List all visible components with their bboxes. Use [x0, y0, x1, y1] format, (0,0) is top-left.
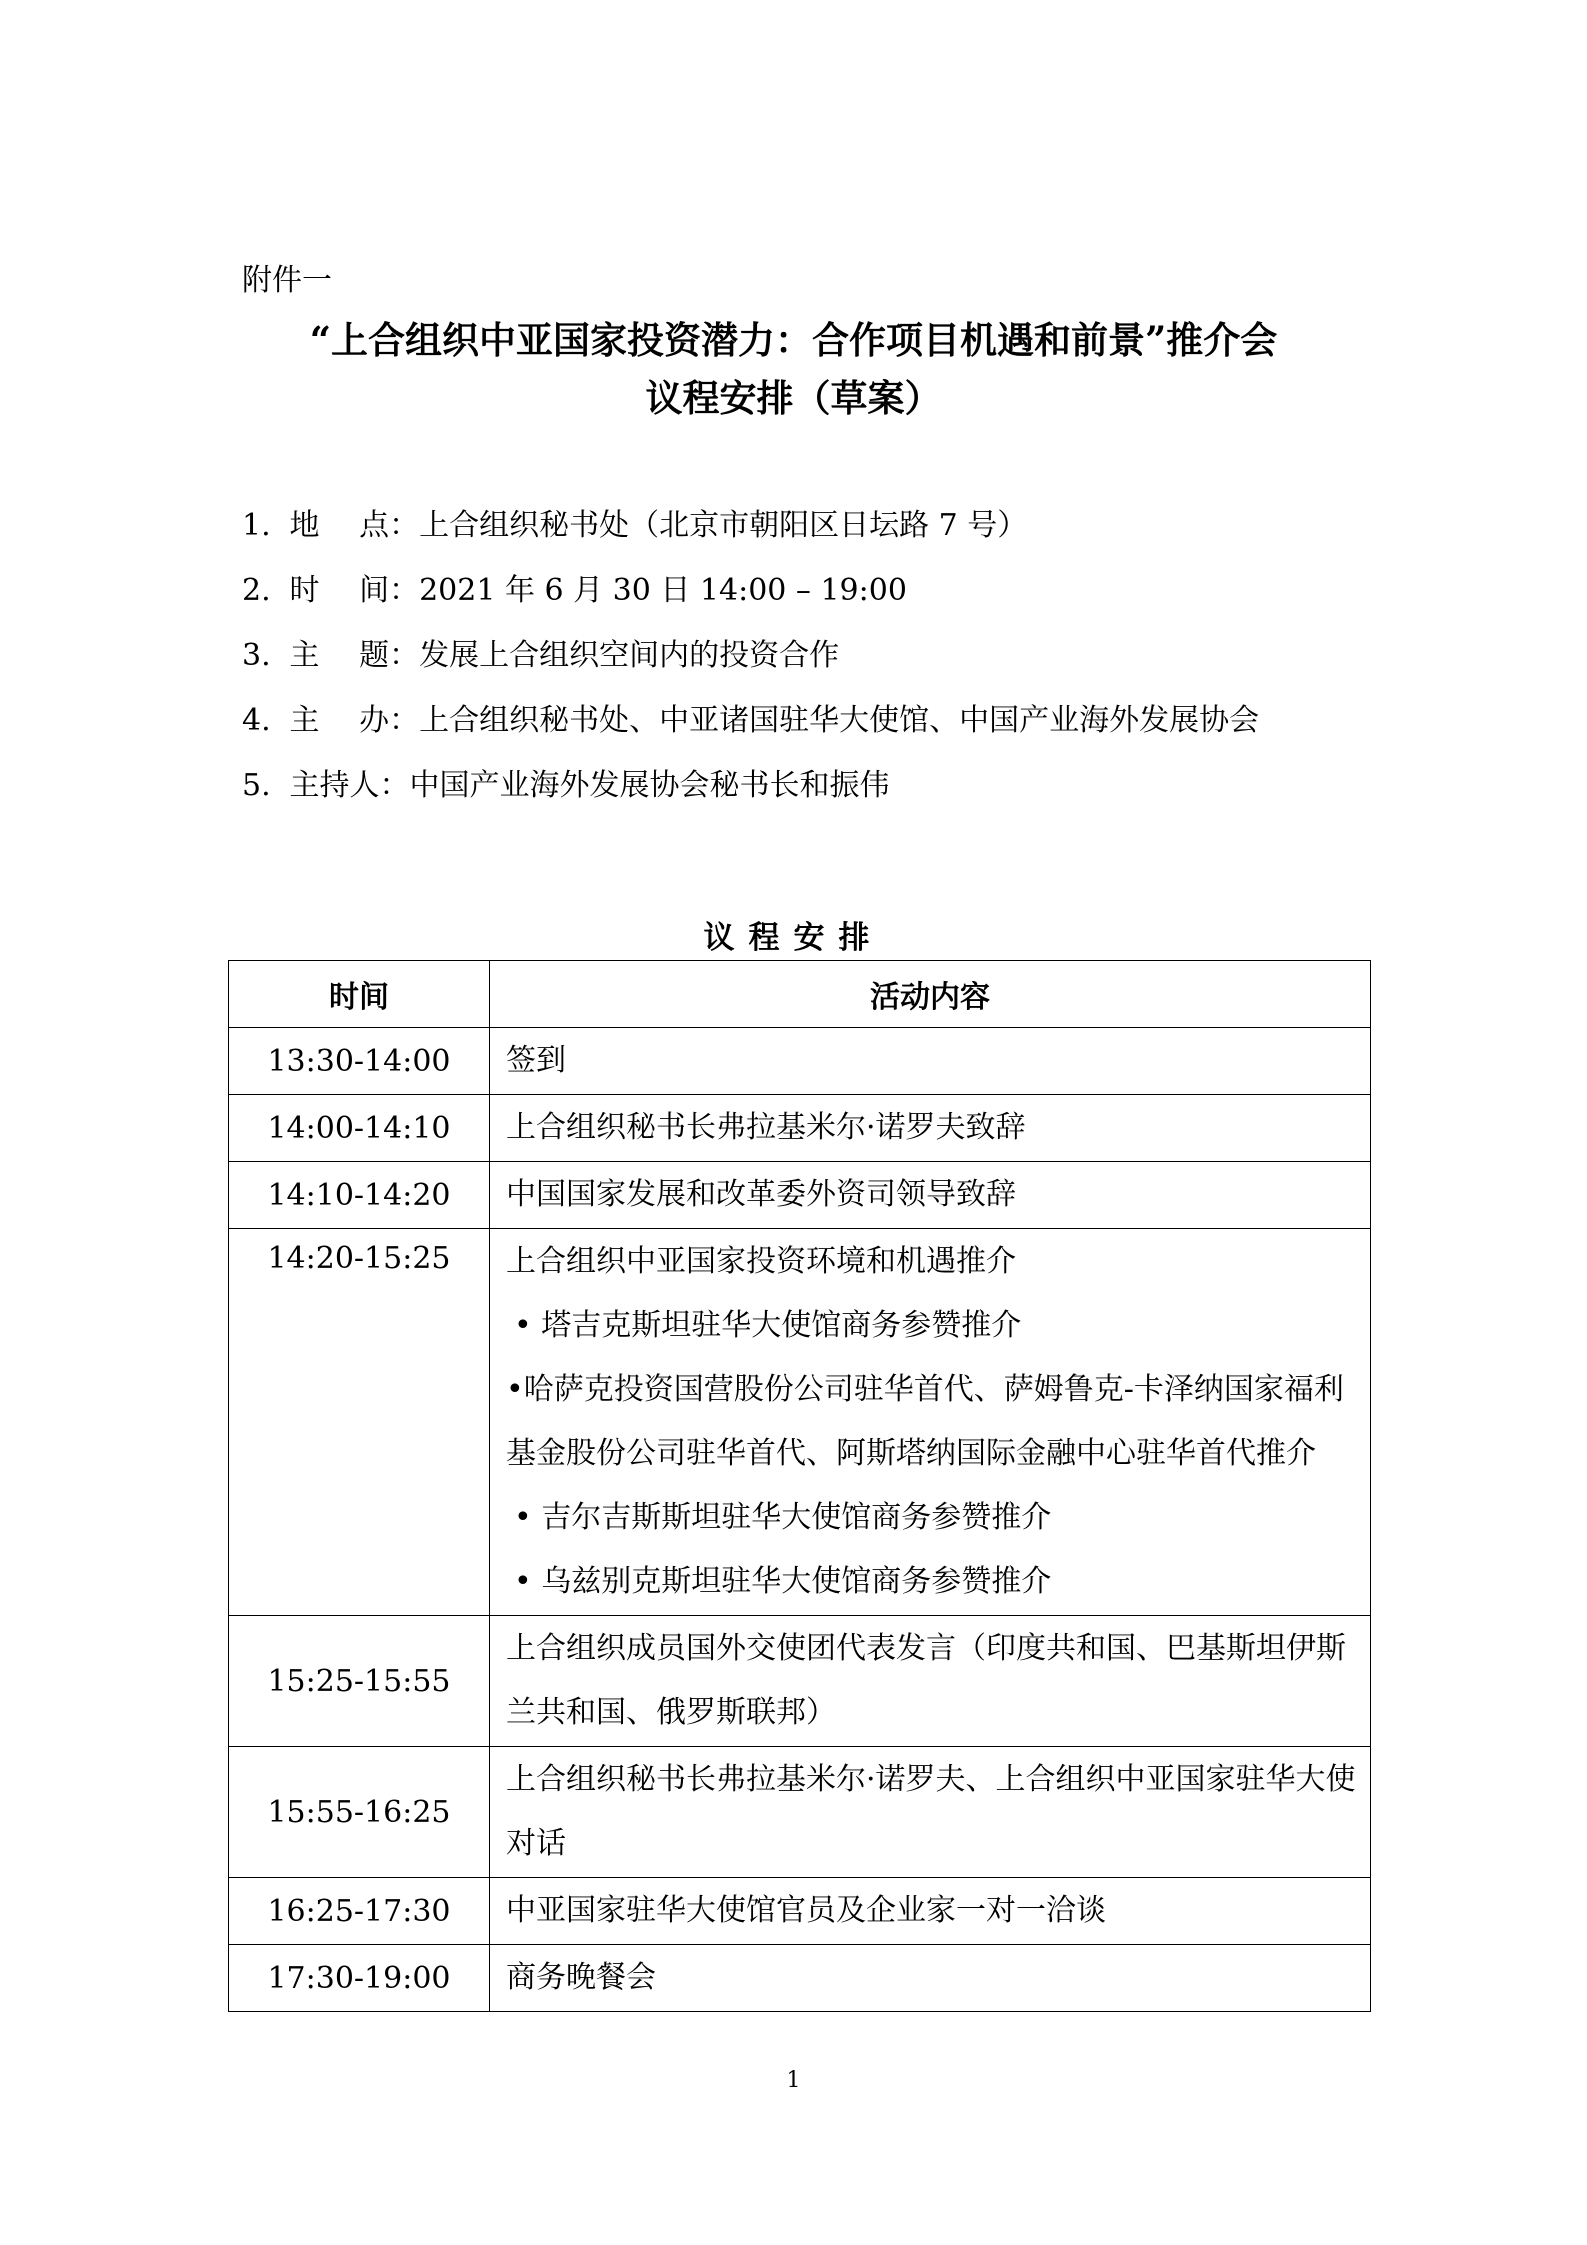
column-header-activity: 活动内容: [490, 961, 1371, 1028]
table-row: [229, 1095, 1371, 1162]
time-cell: 14:00-14:10: [229, 1095, 490, 1162]
info-label: 时 间：: [289, 573, 420, 608]
info-value: 2021 年 6 月 30 日 14:00 – 19:00: [419, 573, 907, 608]
activity-cell: [490, 1162, 1371, 1229]
document-subtitle: 议程安排（草案）: [645, 376, 942, 420]
agenda-table: [228, 960, 1371, 2012]
table-row: [229, 1162, 1371, 1229]
info-number: 1.: [242, 508, 271, 543]
time-cell: 15:55-16:25: [229, 1747, 490, 1878]
sub-item: • 乌兹别克斯坦驻华大使馆商务参赞推介: [514, 1564, 1052, 1599]
table-row: [229, 1229, 1371, 1616]
time-cell: 16:25-17:30: [229, 1878, 490, 1945]
activity-cell: [490, 1878, 1371, 1945]
attachment-label: 附件一: [242, 263, 332, 298]
time-cell: 15:25-15:55: [229, 1616, 490, 1747]
activity-cell: [490, 1945, 1371, 2012]
page-number: 1: [786, 2068, 801, 2093]
activity-cell: [490, 1028, 1371, 1095]
activity-text: 中亚国家驻华大使馆官员及企业家一对一洽谈: [506, 1893, 1106, 1928]
info-number: 4.: [242, 703, 271, 738]
info-item-organizers: [242, 697, 1392, 762]
activity-cell: [490, 1095, 1371, 1162]
sub-item: • 塔吉克斯坦驻华大使馆商务参赞推介: [514, 1308, 1022, 1343]
sub-item: • 吉尔吉斯斯坦驻华大使馆商务参赞推介: [514, 1500, 1052, 1535]
activity-cell: [490, 1229, 1371, 1616]
info-value: 上合组织秘书处（北京市朝阳区日坛路 7 号）: [419, 508, 1028, 543]
activity-text: 上合组织中亚国家投资环境和机遇推介: [506, 1244, 1016, 1279]
info-number: 2.: [242, 573, 271, 608]
table-row: [229, 1945, 1371, 2012]
info-item-theme: [242, 632, 1392, 697]
column-header-time: 时间: [229, 961, 490, 1028]
info-value: 中国产业海外发展协会秘书长和振伟: [409, 768, 890, 803]
info-value: 上合组织秘书处、中亚诸国驻华大使馆、中国产业海外发展协会: [419, 703, 1260, 738]
table-header-row: [229, 961, 1371, 1028]
info-item-location: [242, 502, 1392, 567]
sub-item: •哈萨克投资国营股份公司驻华首代、萨姆鲁克-卡泽纳国家福利基金股份公司驻华首代、阿斯塔纳国际金融中心驻华首代推介: [506, 1372, 1344, 1471]
time-cell: 17:30-19:00: [229, 1945, 490, 2012]
info-item-time: [242, 567, 1392, 632]
agenda-heading: 议程安排: [703, 920, 884, 956]
time-cell: 14:10-14:20: [229, 1162, 490, 1229]
info-label: 地 点：: [289, 508, 420, 543]
table-row: [229, 1028, 1371, 1095]
info-value: 发展上合组织空间内的投资合作: [419, 638, 840, 673]
info-number: 3.: [242, 638, 271, 673]
info-label: 主 题：: [289, 638, 420, 673]
activity-text: 商务晚餐会: [506, 1960, 656, 1995]
table-row: [229, 1878, 1371, 1945]
activity-text: 签到: [506, 1043, 566, 1078]
time-cell: 13:30-14:00: [229, 1028, 490, 1095]
event-info-list: [242, 502, 1392, 827]
time-cell: 14:20-15:25: [229, 1229, 490, 1616]
activity-cell: [490, 1616, 1371, 1747]
activity-text: 上合组织秘书长弗拉基米尔·诺罗夫、上合组织中亚国家驻华大使对话: [506, 1762, 1356, 1861]
info-label: 主 办：: [289, 703, 420, 738]
activity-text: 中国国家发展和改革委外资司领导致辞: [506, 1177, 1016, 1212]
activity-text: 上合组织秘书长弗拉基米尔·诺罗夫致辞: [506, 1110, 1026, 1145]
info-number: 5.: [242, 768, 271, 803]
info-item-host: [242, 762, 1392, 827]
table-row: [229, 1616, 1371, 1747]
activity-cell: [490, 1747, 1371, 1878]
activity-text: 上合组织成员国外交使团代表发言（印度共和国、巴基斯坦伊斯兰共和国、俄罗斯联邦）: [506, 1631, 1346, 1730]
document-title: “上合组织中亚国家投资潜力：合作项目机遇和前景”推介会: [309, 318, 1278, 362]
table-row: [229, 1747, 1371, 1878]
info-label: 主持人：: [289, 768, 410, 803]
